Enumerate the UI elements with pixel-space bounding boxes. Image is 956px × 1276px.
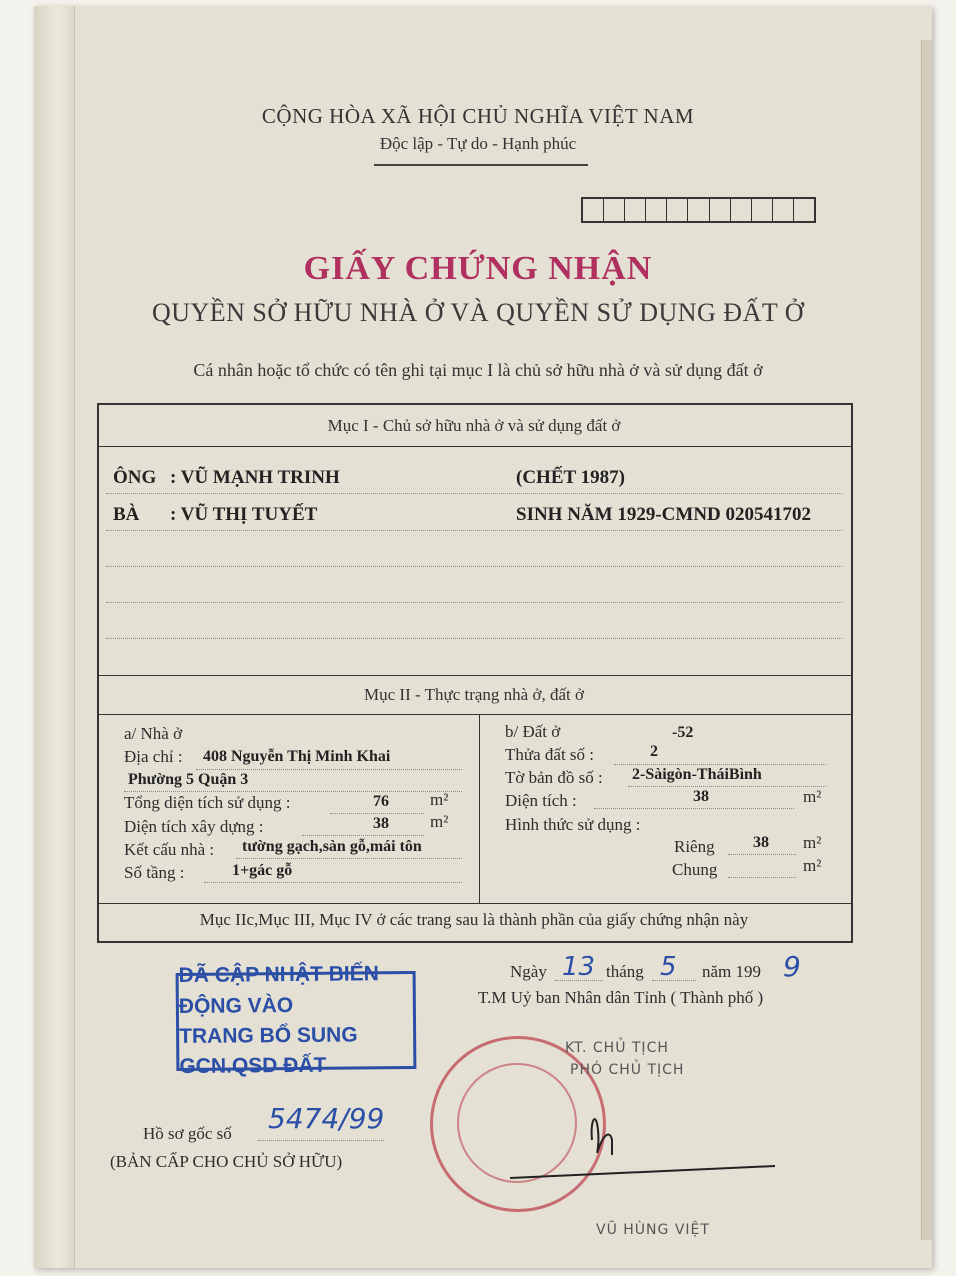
structure-value: tường gạch,sàn gỗ,mái tôn — [242, 838, 422, 855]
section2-column-divider — [479, 714, 480, 904]
floors-value: 1+gác gỗ — [232, 862, 293, 879]
owner2-name: : VŨ THỊ TUYẾT — [170, 504, 318, 525]
map-value: 2-Sàigòn-TháiBình — [632, 766, 762, 783]
unit: m² — [430, 812, 449, 831]
area-value: 38 — [693, 788, 709, 805]
shared-label: Chung — [672, 860, 718, 879]
dotted-line — [204, 882, 462, 883]
structure-label: Kết cấu nhà : — [124, 840, 215, 859]
dotted-line — [196, 769, 462, 770]
dotted-line — [628, 786, 826, 787]
owner1-label: ÔNG — [113, 467, 157, 488]
dotted-line — [106, 602, 842, 603]
unit: m² — [430, 790, 449, 809]
dotted-line — [555, 980, 603, 981]
dotted-line — [728, 854, 796, 855]
footer-divider — [97, 903, 851, 904]
parcel-label: Thửa đất số : — [505, 745, 595, 764]
copy-note: (BẢN CẤP CHO CHỦ SỞ HỮU) — [110, 1152, 343, 1171]
unit: m² — [803, 787, 822, 806]
usage-label: Hình thức sử dụng : — [505, 815, 641, 834]
date-day-label: Ngày — [510, 962, 547, 981]
page-edge — [921, 40, 932, 1240]
owner2-label: BÀ — [113, 504, 140, 525]
binding-spine — [34, 6, 75, 1268]
section2-divider — [97, 714, 851, 715]
dotted-line — [594, 808, 794, 809]
section2-top-divider — [97, 675, 851, 676]
motto: Độc lập - Tự do - Hạnh phúc — [379, 134, 577, 153]
dotted-line — [302, 835, 424, 836]
signatory-title2: PHÓ CHỦ TỊCH — [570, 1062, 685, 1078]
stamp-line1: ĐÃ CẬP NHẬT BIẾN ĐỘNG VÀO — [178, 962, 379, 1018]
file-number: 5474/99 — [268, 1102, 385, 1135]
floors-label: Số tầng : — [124, 863, 185, 882]
section1-heading: Mục I - Chủ sở hữu nhà ở và sử dụng đất ở — [327, 416, 621, 435]
parcel-value: 2 — [650, 743, 658, 760]
owner1-name: : VŨ MẠNH TRINH — [170, 467, 340, 488]
document-title: GIẤY CHỨNG NHẬN — [303, 250, 653, 287]
serial-number-boxes — [581, 197, 816, 223]
address-value: 408 Nguyễn Thị Minh Khai — [203, 748, 391, 765]
build-area-label: Diện tích xây dựng : — [124, 817, 264, 836]
map-label: Tờ bản đồ số : — [505, 768, 603, 787]
dotted-line — [106, 566, 842, 567]
unit: m² — [803, 833, 822, 852]
section1-divider — [97, 446, 851, 447]
owner2-note: SINH NĂM 1929-CMND 020541702 — [516, 504, 812, 525]
total-area-value: 76 — [373, 793, 389, 810]
date-month: 5 — [660, 952, 677, 982]
committee-title: T.M Uỷ ban Nhân dân Tỉnh ( Thành phố ) — [478, 988, 764, 1007]
update-stamp — [176, 962, 417, 1079]
date-year-digit: 9 — [783, 950, 801, 983]
country-heading: CỘNG HÒA XÃ HỘI CHỦ NGHĨA VIỆT NAM — [261, 104, 695, 128]
dotted-line — [124, 791, 462, 792]
land-label: b/ Đất ở — [505, 722, 561, 741]
date-month-label: tháng — [606, 962, 644, 981]
private-value: 38 — [753, 834, 769, 851]
signature — [500, 1100, 790, 1190]
house-label: a/ Nhà ở — [124, 724, 183, 743]
dotted-line — [236, 858, 462, 859]
dotted-line — [258, 1140, 384, 1141]
signatory-name: VŨ HÙNG VIỆT — [596, 1222, 710, 1238]
signatory-title1: KT. CHỦ TỊCH — [565, 1040, 669, 1056]
unit: m² — [803, 856, 822, 875]
date-day: 13 — [562, 952, 596, 982]
intro-text: Cá nhân hoặc tổ chức có tên ghi tại mục I là chủ sở hữu nhà ở và sử dụng đất ở — [193, 360, 763, 380]
footer-note: Mục IIc,Mục III, Mục IV ở các trang sau là thành phần của giấy chứng nhận này — [199, 910, 749, 929]
dotted-line — [614, 764, 826, 765]
area-label: Diện tích : — [505, 791, 577, 810]
stamp-line2: TRANG BỔ SUNG GCN.QSD ĐẤT — [179, 1023, 358, 1079]
owner1-note: (CHẾT 1987) — [516, 467, 625, 488]
dotted-line — [330, 813, 424, 814]
motto-underline — [374, 164, 588, 166]
total-area-label: Tổng diện tích sử dụng : — [124, 793, 291, 812]
file-label: Hồ sơ gốc số — [143, 1124, 232, 1143]
address-label: Địa chỉ : — [124, 747, 183, 766]
address-line2: Phường 5 Quận 3 — [128, 771, 249, 788]
dotted-line — [106, 493, 842, 494]
dotted-line — [106, 638, 842, 639]
dotted-line — [106, 530, 842, 531]
land-label-note: -52 — [672, 724, 694, 741]
date-year-label: năm 199 — [702, 962, 762, 981]
dotted-line — [728, 877, 796, 878]
private-label: Riêng — [674, 837, 715, 856]
dotted-line — [652, 980, 696, 981]
document-subtitle: QUYỀN SỞ HỮU NHÀ Ở VÀ QUYỀN SỬ DỤNG ĐẤT Ở — [151, 298, 805, 327]
section2-heading: Mục II - Thực trạng nhà ở, đất ở — [364, 685, 584, 704]
build-area-value: 38 — [373, 815, 389, 832]
